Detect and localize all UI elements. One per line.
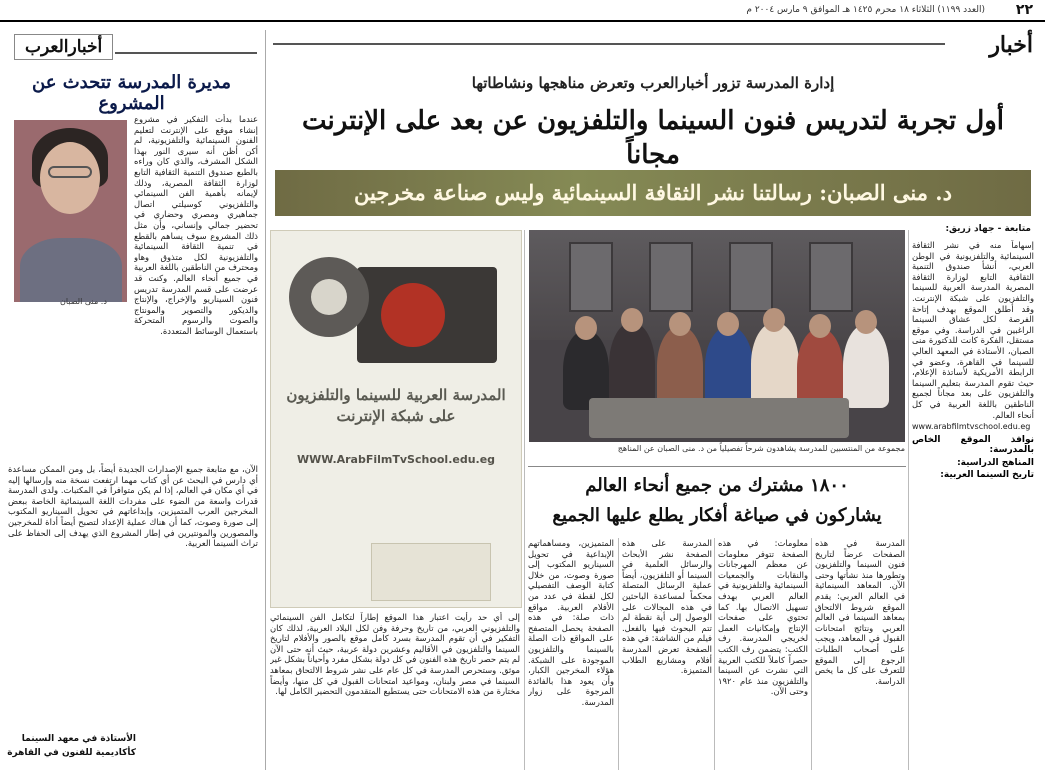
subhead-line-1: ١٨٠٠ مشترك من جميع أنحاء العالم — [585, 475, 849, 496]
sun-icon — [381, 283, 445, 347]
author-affiliation: كأكاديمية للفنون في القاهرة — [7, 748, 136, 758]
school-flyer — [270, 230, 522, 608]
author-title: الأستاذة في معهد السينما — [21, 734, 136, 744]
page-header — [0, 0, 1045, 22]
subhead-line-2: يشاركون في صياغة أفكار يطلع عليها الجميع — [552, 505, 882, 526]
section-rule — [115, 52, 257, 54]
class-photo — [529, 230, 905, 442]
column-rule — [524, 230, 525, 770]
column-rule — [618, 538, 619, 770]
subheading: تاريخ السينما العربية: — [940, 470, 1034, 481]
column-rule — [908, 230, 909, 770]
flyer-url: WWW.ArabFilmTvSchool.edu.eg — [296, 453, 496, 466]
left-headline: مديرة المدرسة تتحدث عن المشروع — [32, 72, 231, 114]
portrait-caption: د. منى الصبان — [60, 297, 107, 306]
ministry-emblem-icon — [371, 543, 491, 601]
photo-caption: مجموعة من المنتسبين للمدرسة يشاهدون شرحاً تفصيلياً من د. منى الصبان عن المناهج — [617, 444, 905, 453]
film-reel-icon — [289, 257, 369, 337]
section-title: أخبار — [989, 32, 1033, 58]
paragraph: معلومات: في هذه الصفحة تتوفر معلومات عن معظم المهرجانات والنقابات والجمعيات السينمائية والتلفزيونية في العالم العربي بهدف تسهيل الاتصال بها. كما تحتوي على صفحات الإنتاج وإمكانيات العمل لخريجي المدرسة. رف الكتب: يتضمن رف الكتب حصراً كاملاً للكتب العربية التي نشرت عن السينما والتلفزيون منذ عام ١٩٢٠ وحتى الآن. — [718, 538, 808, 697]
column-rule — [811, 538, 812, 770]
paragraph: المتميزين، ومساهماتهم الإبداعية في تحويل السيناريو المكتوب إلى صورة وصوت، من خلال كتابة الوصف التفصيلي لكل لقطة في عدد من الأفلام العربية. مواقع ذات صلة: في هذه الصفحة يحصل المتصفح على المواقع ذات الصلة بالسينما والتلفزيون الموجودة على الشبكة. هؤلاء المخرجين الكبار، وأن يعود هذا بالفائدة المرجوة على زوار المدرسة. — [528, 538, 614, 707]
rail-divider — [265, 30, 266, 770]
paragraph: عندما بدأت التفكير في مشروع إنشاء موقع على الإنترنت لتعليم الفنون السينمائية والتلفزيونية، لم أكن أظن أنه سيرى النور بهذا الشكل المشرف، والذي كان وراءه بالطبع صندوق التنمية الثقافية التابع لوزارة الثقافة المصرية، وذلك لإيمانه بأهمية الفن السينمائي والتلفزيوني كوسيلتي اتصال جماهيري ومصري وحضاري في تحضير جمالي وإنساني، وأن مثل ذلك المشروع سوف يساهم بالقطع في تنمية الثقافة السينمائية والتلفزيونية لكل متذوق وهاو ومحترف من الناطقين باللغة العربية في جميع أنحاء العالم. وكنت قد عرضت على قسم المدرسة تدريس فنون السيناريو والإخراج، والإنتاج والديكور والتصوير والمونتاج والصوت والرسوم المتحركة باستعمال الوسائط المتعددة. — [134, 114, 258, 336]
subheading: المناهج الدراسية: — [957, 457, 1034, 468]
article-column — [718, 538, 808, 770]
left-body-bottom — [8, 314, 258, 684]
school-name: المدرسة العربية للسينما والتلفزيون على شبكة الإنترنت — [286, 386, 506, 425]
column-rule — [714, 538, 715, 770]
issue-line: (العدد ١١٩٩) الثلاثاء ١٨ محرم ١٤٢٥ هـ الموافق ٩ مارس ٢٠٠٤ م — [746, 5, 985, 15]
subheading: نوافذ الموقع الخاص بالمدرسة: — [912, 434, 1034, 456]
kicker: إدارة المدرسة تزور أخبارالعرب وتعرض مناهجها ونشاطاتها — [471, 74, 835, 92]
byline: متابعة - جهاد زريق: — [945, 224, 1031, 234]
paragraph: المدرسة على هذه الصفحة نشر الأبحاث والرسائل العلمية في السينما أو التلفزيون، أيضاً عملية الرسائل المتصلة محكماً لمساعدة الباحثين في هذه المجالات على الوصول إلى أية نقطة لم تتم البحوث فيها بالفعل. فيلم من الشاشة: في هذه الصفحة تعرض المدرسة أفلام ومشاريع الطلاب المتميزة. — [622, 538, 712, 676]
portrait-photo — [14, 120, 127, 302]
article-column — [270, 612, 520, 770]
paragraph: المدرسة في هذه الصفحات عرضاً لتاريخ فنون السينما والتلفزيون وتطورها منذ نشأتها وحتى الآن. المعاهد السينمائية في العالم العربي: يقدم الموقع شروط الالتحاق بمعاهد السينما في العالم العربي ونتائج امتحانات القبول في المعاهد، ويجب على أصحاب الطلبات الرجوع إلى الموقع للتعرف على كل ما يخص الدراسة. — [815, 538, 905, 686]
article-column — [815, 538, 905, 770]
article-column — [528, 538, 614, 770]
school-url: www.arabfilmtvschool.edu.eg — [912, 422, 1031, 432]
right-column — [912, 240, 1034, 768]
quote-banner: د. منى الصبان: رسالتنا نشر الثقافة السينمائية وليس صناعة مخرجين — [275, 170, 1031, 216]
paragraph: إسهاماً منه في نشر الثقافة السينمائية والتلفزيونية في الوطن العربي، أنشأ صندوق التنمية الثقافية التابع لوزارة الثقافة المصرية المدرسة العربية للسينما والتلفزيون على شبكة الإنترنت. وقد أطلق الموقع بهدف إتاحة الفرصة لكل عشاق السينما الراغبين في الدراسة. وفي موقع مستقل، الفكرة كانت للدكتورة منى الصبان، الأستاذة في المعهد العالي للسينما في القاهرة، وعضو في الرابطة الأمريكية لأساتذة الإعلام، حيث تقوم المدرسة بتعليم السينما والتلفزيون على بعد مجاناً لجميع الناطقين باللغة العربية في كل أنحاء العالم. — [912, 240, 1034, 420]
article-column — [622, 538, 712, 770]
paragraph: إلى أي حد رأيت اعتبار هذا الموقع إطاراً لتكامل الفن السينمائي والتلفزيوني العربي، من تاريخ وحرفة وفن لكل البلاد العربية، لذلك كان التفكير في أن تقوم المدرسة بسرد كامل موقع بالصور والأفلام لتاريخ السينما والتلفزيون في الأقاليم وعشرين دولة عربية، حيث أنه حتى الآن لم يتم حصر تاريخ هذه الفنون في كل دولة بشكل مفرد وأحياناً بشكل غير موثق. وستحرص المدرسة في كل عام على نشر شروط الالتحاق بمعاهد السينما في مصر ولبنان، ومواعيد امتحانات القبول في كل منها، وأيضاً مختارة من هذه الامتحانات حتى يستطيع المتقدمون التحضير الكامل لها. — [270, 612, 520, 697]
left-rail — [0, 24, 265, 772]
section-rule — [273, 43, 945, 45]
newspaper-logo: أخبارالعرب — [14, 34, 113, 60]
main-headline: أول تجربة لتدريس فنون السينما والتلفزيون عن بعد على الإنترنت مجاناً — [302, 106, 1004, 170]
page-number: ٢٢ — [1015, 2, 1033, 18]
paragraph: الآن، مع متابعة جميع الإصدارات الجديدة أيضاً، بل ومن الممكن مساعدة أي دارس في البحث عن أي كتاب مهما ارتفعت نسخة منه وإرسالها إليه في أي مكان في العالم، إذا لم يكن متوافراً في المكتبات. ولدى المدرسة قدرات واسعة من الضوء على مفردات اللغة السينمائية الخاصة ببعض المخرجين العرب المتميزين، وإبداعاتهم في تحويل السيناريو المكتوب إلى صورة وصوت، كما أن هناك عملية الإعداد لتصبح أيضاً أداة للمخرجين والمصورين والمونتيرين في إطار المشروع الذي يهدف إلى الحفاظ على تراث السينما العربية. — [8, 464, 258, 549]
